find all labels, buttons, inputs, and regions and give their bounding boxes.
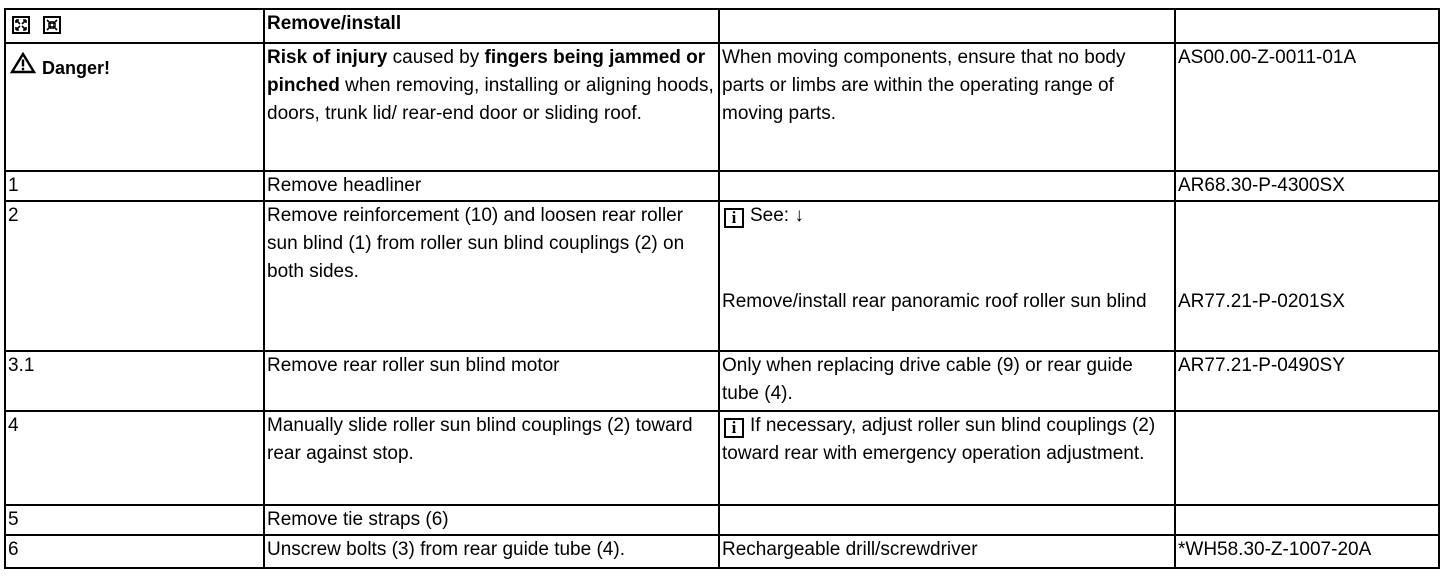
document-reference-link[interactable]: AS00.00-Z-0011-01A [1178, 47, 1357, 68]
header-icons-cell [5, 9, 264, 43]
danger-ref-cell [1175, 43, 1439, 171]
document-reference-link[interactable]: AR68.30-P-4300SX [1175, 171, 1439, 201]
step-note-cell [719, 411, 1175, 505]
step-note: Rechargeable drill/screwdriver [719, 535, 1175, 568]
step-number: 5 [5, 505, 264, 535]
step-ref-cell [1175, 201, 1439, 351]
step-number: 3.1 [5, 351, 264, 411]
danger-text-part: caused by [387, 47, 485, 68]
danger-note-cell [719, 43, 1175, 171]
danger-text-part: Risk of injury [267, 47, 388, 68]
danger-label-cell [5, 43, 264, 171]
step-text: Remove reinforcement (10) and loosen rear roller sun blind (1) from roller sun blind couplings (2) on both sides. [264, 201, 719, 351]
step-note [719, 201, 1175, 351]
see-label: See: [750, 205, 790, 226]
danger-text-part: when removing, installing or aligning hoods, doors, trunk lid/ rear-end door or sliding roof. [267, 75, 714, 124]
step-note: Only when replacing drive cable (9) or rear guide tube (4). [719, 351, 1175, 411]
info-icon: i [724, 208, 744, 228]
step-ref-cell [1175, 411, 1439, 505]
danger-text-part: fingers being jammed or pinched [267, 47, 706, 96]
collapse-icon[interactable] [43, 16, 61, 34]
step-number: 4 [5, 411, 264, 505]
step-text: Remove headliner [264, 171, 719, 201]
danger-text-cell [264, 43, 719, 171]
arrow-down-icon[interactable]: ↓ [794, 205, 804, 226]
warning-triangle-icon [10, 52, 36, 83]
danger-label: Danger! [42, 58, 111, 78]
procedure-table [4, 8, 1440, 569]
danger-row [5, 43, 1439, 171]
step-row [5, 411, 1439, 505]
step-row [5, 201, 1439, 351]
step-row [5, 171, 1439, 201]
step-text: Unscrew bolts (3) from rear guide tube (4). [264, 535, 719, 568]
step-text: Manually slide roller sun blind couplings (2) toward rear against stop. [264, 411, 719, 505]
document-reference-link[interactable]: AR77.21-P-0490SY [1175, 351, 1439, 411]
header-empty-cell [719, 9, 1175, 43]
step-text: Remove rear roller sun blind motor [264, 351, 719, 411]
step-text: Remove tie straps (6) [264, 505, 719, 535]
step-number: 6 [5, 535, 264, 568]
step-number: 1 [5, 171, 264, 201]
expand-icon[interactable] [12, 16, 30, 34]
step-row [5, 351, 1439, 411]
document-reference-link[interactable]: AR77.21-P-0201SX [1178, 291, 1345, 312]
step-note [719, 171, 1175, 201]
cross-reference-link[interactable]: Remove/install rear panoramic roof roller sun blind [722, 291, 1147, 312]
danger-note: When moving components, ensure that no body parts or limbs are within the operating range of moving parts. [722, 47, 1126, 124]
page-title: Remove/install [267, 13, 402, 34]
step-note [719, 505, 1175, 535]
step-row [5, 535, 1439, 568]
info-icon: i [724, 418, 744, 438]
header-title-cell [264, 9, 719, 43]
header-row [5, 9, 1439, 43]
step-ref-cell [1175, 505, 1439, 535]
document-reference-link[interactable]: *WH58.30-Z-1007-20A [1175, 535, 1439, 568]
step-row [5, 505, 1439, 535]
step-number: 2 [5, 201, 264, 351]
header-empty-cell [1175, 9, 1439, 43]
step-note: If necessary, adjust roller sun blind couplings (2) toward rear with emergency operation adjustment. [722, 415, 1156, 464]
